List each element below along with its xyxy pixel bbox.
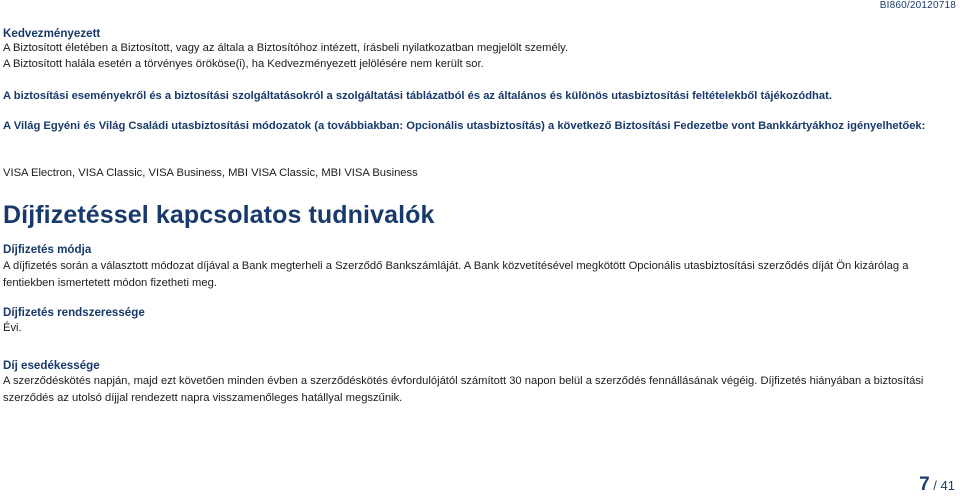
due-date-text: A szerződéskötés napján, majd ezt követően minden évben a szerződéskötés évfordulójától számított 30 napon belül a szerződés fennállásának végéig. Díjfizetés hiányában a biztosítási szerződés az utolsó díjjal rendezett napra visszamenőleges hatállyal megszűnik. — [3, 375, 924, 404]
page-total: 41 — [940, 478, 955, 493]
payment-frequency-text: Évi. — [3, 322, 22, 334]
cards-list: VISA Electron, VISA Classic, VISA Business, MBI VISA Classic, MBI VISA Business — [3, 167, 418, 179]
beneficiary-heading: Kedvezményezett — [3, 27, 101, 40]
payment-method-heading: Díjfizetés módja — [3, 243, 92, 256]
page-separator: / — [933, 478, 937, 493]
beneficiary-line-2: A Biztosított halála esetén a törvényes örököse(i), ha Kedvezményezett jelölésére nem került sor. — [3, 58, 484, 70]
info-note: A biztosítási eseményekről és a biztosítási szolgáltatásokról a szolgáltatási táblázatból és az általános és különös utasbiztosítási feltételekből tájékozódhat. — [3, 90, 832, 102]
payment-frequency-heading: Díjfizetés rendszeressége — [3, 306, 145, 319]
payment-method-text: A díjfizetés során a választott módozat díjával a Bank megterheli a Szerződő Bankszámláját. A Bank közvetítésével megkötött Opcionális utasbiztosítási szerződés díját Ön kizárólag a fentiekben ismertetett módon fizetheti meg. — [3, 260, 909, 289]
section-title: Díjfizetéssel kapcsolatos tudnivalók — [3, 201, 435, 229]
page-current: 7 — [919, 474, 930, 495]
page-number — [919, 474, 955, 496]
beneficiary-line-1: A Biztosított életében a Biztosított, vagy az általa a Biztosítóhoz intézett, írásbeli nyilatkozatban megjelölt személy. — [3, 42, 569, 54]
document-code: BI860/20120718 — [879, 0, 956, 11]
due-date-heading: Díj esedékessége — [3, 359, 100, 372]
cards-note: A Világ Egyéni és Világ Családi utasbiztosítási módozatok (a továbbiakban: Opcionális utasbiztosítás) a következő Biztosítási Fedezetbe vont Bankkártyákhoz igényelhetőek: — [3, 120, 926, 132]
